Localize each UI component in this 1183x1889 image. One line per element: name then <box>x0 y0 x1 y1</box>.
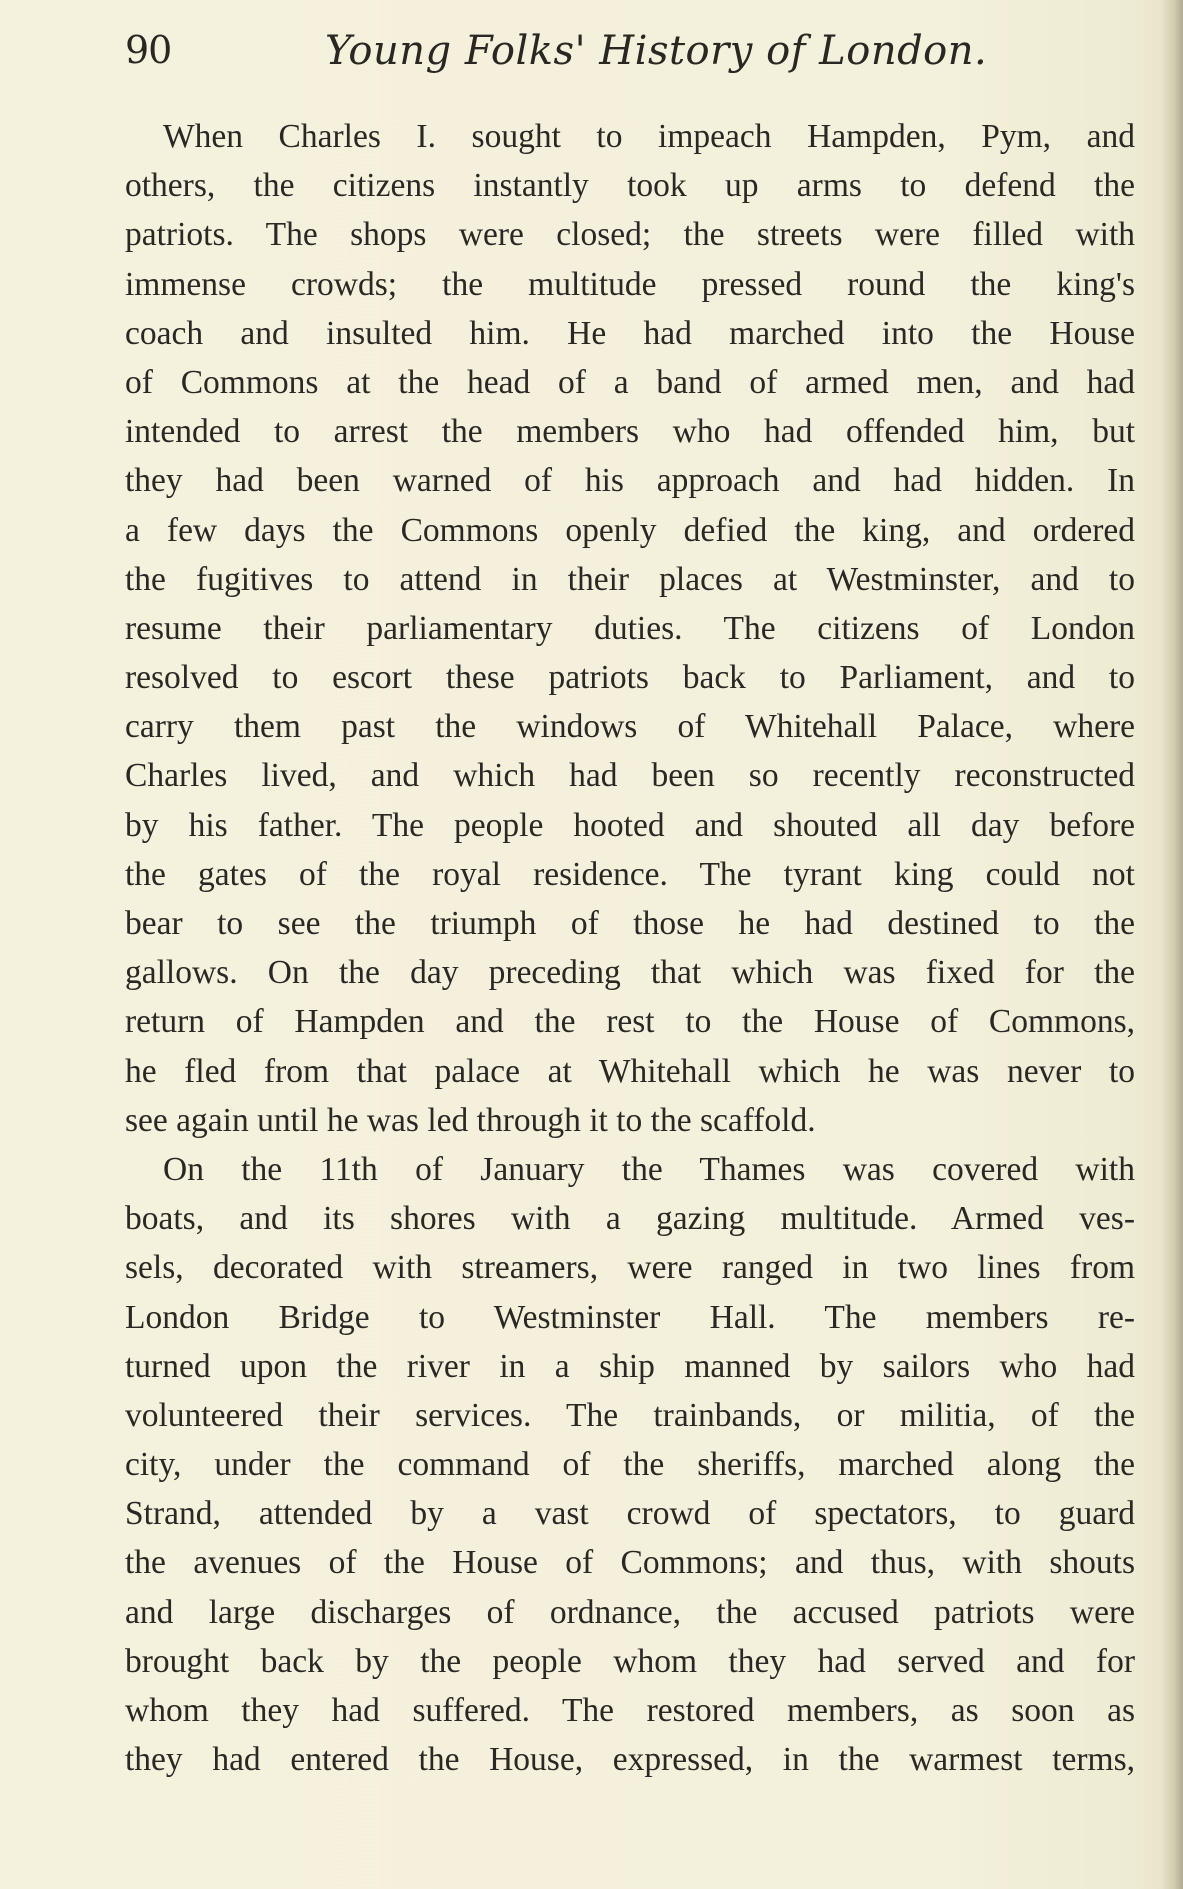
text-line: volunteered their services. The trainbands, or militia, of the <box>125 1396 1135 1434</box>
page-number: 90 <box>125 28 172 72</box>
text-line: patriots. The shops were closed; the streets were filled with <box>125 216 1135 254</box>
text-line: When Charles I. sought to impeach Hampden, Pym, and <box>163 118 1135 155</box>
text-line: resume their parliamentary duties. The citizens of London <box>125 609 1135 647</box>
text-line: they had entered the House, expressed, in the warmest terms, <box>125 1741 1135 1779</box>
text-line: brought back by the people whom they had served and for <box>125 1642 1135 1680</box>
text-line: city, under the command of the sheriffs, marched along the <box>125 1446 1135 1484</box>
text-line: they had been warned of his approach and had hidden. In <box>125 462 1135 500</box>
text-line: by his father. The people hooted and shouted all day before <box>125 806 1135 844</box>
text-line: others, the citizens instantly took up arms to defend the <box>125 167 1135 205</box>
text-line: turned upon the river in a ship manned by sailors who had <box>125 1347 1135 1385</box>
text-line: coach and insulted him. He had marched into the House <box>125 314 1135 352</box>
running-title: Young Folks' History of London. <box>325 28 988 74</box>
text-line: whom they had suffered. The restored members, as soon as <box>125 1692 1135 1729</box>
text-line: of Commons at the head of a band of armed men, and had <box>125 363 1135 401</box>
text-line: he fled from that palace at Whitehall which he was never to <box>125 1052 1135 1090</box>
text-line: carry them past the windows of Whitehall Palace, where <box>125 708 1135 746</box>
text-line: a few days the Commons openly defied the king, and ordered <box>125 511 1135 549</box>
text-line: sels, decorated with streamers, were ranged in two lines from <box>125 1249 1135 1287</box>
text-line: the gates of the royal residence. The tyrant king could not <box>125 855 1135 893</box>
text-line: the avenues of the House of Commons; and thus, with shouts <box>125 1544 1135 1582</box>
text-line: Strand, attended by a vast crowd of spectators, to guard <box>125 1495 1135 1533</box>
text-line: and large discharges of ordnance, the accused patriots were <box>125 1593 1135 1631</box>
text-line: boats, and its shores with a gazing multitude. Armed ves- <box>125 1200 1135 1238</box>
text-line: bear to see the triumph of those he had destined to the <box>125 905 1135 942</box>
running-header <box>125 18 1125 88</box>
text-line: Charles lived, and which had been so recently reconstructed <box>125 757 1135 795</box>
text-line: resolved to escort these patriots back to Parliament, and to <box>125 659 1135 697</box>
text-line: intended to arrest the members who had offended him, but <box>125 413 1135 451</box>
text-line: see again until he was led through it to the scaffold. <box>125 1101 816 1139</box>
text-line: the fugitives to attend in their places at Westminster, and to <box>125 560 1135 598</box>
text-line: London Bridge to Westminster Hall. The members re- <box>125 1298 1135 1336</box>
text-line: gallows. On the day preceding that which was fixed for the <box>125 954 1135 992</box>
text-line: immense crowds; the multitude pressed round the king's <box>125 265 1135 303</box>
text-line: return of Hampden and the rest to the House of Commons, <box>125 1003 1135 1041</box>
body-text <box>125 112 1135 1784</box>
text-line: On the 11th of January the Thames was covered with <box>163 1150 1135 1188</box>
page-edge-shadow <box>1161 0 1183 1889</box>
